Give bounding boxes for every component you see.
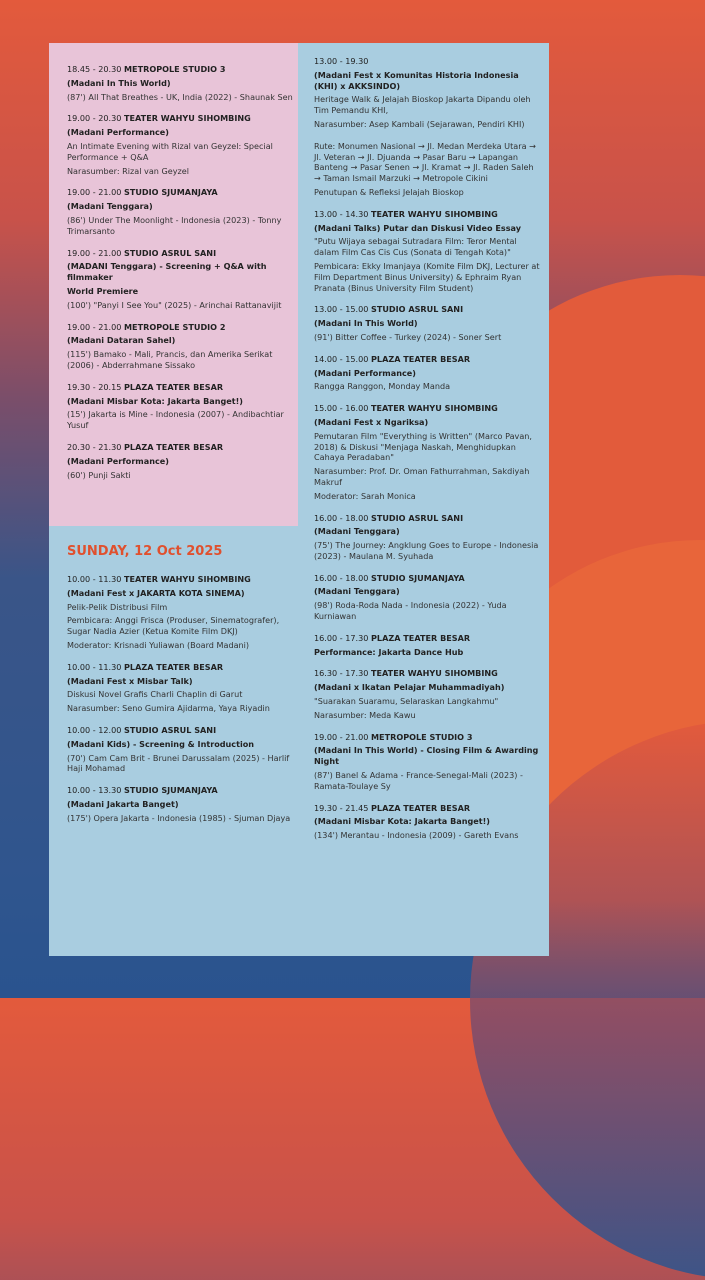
entry-detail: (134') Merantau - Indonesia (2009) - Gareth Evans bbox=[314, 830, 519, 841]
entry-program: (Madani Performance) bbox=[314, 367, 416, 378]
entry-venue: PLAZA TEATER BESAR bbox=[370, 353, 471, 364]
entry-header bbox=[67, 574, 293, 585]
entry-header bbox=[67, 442, 293, 453]
entry-program: (MADANI Tenggara) - Screening + Q&A with filmmaker bbox=[67, 261, 267, 283]
entry-detail: "Suarakan Suaramu, Selaraskan Langkahmu" bbox=[314, 696, 499, 707]
entry-detail: (87') All That Breathes - UK, India (2022) - Shaunak Sen bbox=[67, 91, 293, 102]
entry-program: (Madani x Ikatan Pelajar Muhammadiyah) bbox=[314, 682, 505, 693]
entry-time: 19.00 - 21.00 bbox=[67, 247, 124, 258]
entry-spacer bbox=[314, 130, 540, 138]
schedule-entry bbox=[67, 382, 293, 431]
entry-header bbox=[314, 403, 540, 414]
entry-header bbox=[314, 354, 540, 365]
entry-venue: STUDIO SJUMANJAYA bbox=[370, 572, 465, 583]
entry-venue: METROPOLE STUDIO 3 bbox=[370, 731, 473, 742]
entry-header bbox=[314, 573, 540, 584]
entry-program: (Madani Fest x Komunitas Historia Indonesia (KHI) x AKKSINDO) bbox=[314, 69, 519, 91]
schedule-column-left bbox=[67, 64, 293, 491]
entry-header bbox=[314, 803, 540, 814]
entry-detail: (15') Jakarta is Mine - Indonesia (2007) - Andibachtiar Yusuf bbox=[67, 409, 284, 431]
entry-detail: (86') Under The Moonlight - Indonesia (2023) - Tonny Trimarsanto bbox=[67, 214, 282, 236]
entry-program: (Madani Dataran Sahel) bbox=[67, 335, 176, 346]
entry-time: 10.00 - 11.30 bbox=[67, 661, 124, 672]
entry-header bbox=[314, 668, 540, 679]
entry-header bbox=[314, 633, 540, 644]
entry-time: 14.00 - 15.00 bbox=[314, 353, 371, 364]
entry-program: (Madani Tenggara) bbox=[314, 526, 400, 537]
entry-time: 19.00 - 21.00 bbox=[314, 731, 371, 742]
entry-time: 19.30 - 21.45 bbox=[314, 802, 371, 813]
entry-detail: Narasumber: Rizal van Geyzel bbox=[67, 165, 190, 176]
entry-program: (Madani Talks) Putar dan Diskusi Video Essay bbox=[314, 222, 521, 233]
entry-venue: TEATER WAHYU SIHOMBING bbox=[370, 668, 498, 679]
entry-time: 20.30 - 21.30 bbox=[67, 441, 124, 452]
entry-time: 19.30 - 20.15 bbox=[67, 381, 124, 392]
entry-detail: (75') The Journey: Angklung Goes to Europe - Indonesia (2023) - Maulana M. Syuhada bbox=[314, 540, 539, 561]
day-title: SUNDAY, 12 Oct 2025 bbox=[67, 544, 223, 559]
schedule-column-right bbox=[314, 56, 540, 852]
schedule-entry bbox=[67, 248, 293, 311]
entry-program: (Madani Fest x Misbar Talk) bbox=[67, 675, 193, 686]
entry-detail: An Intimate Evening with Rizal van Geyzel: Special Performance + Q&A bbox=[67, 140, 273, 162]
entry-time: 13.00 - 15.00 bbox=[314, 304, 371, 315]
entry-program: Performance: Jakarta Dance Hub bbox=[314, 646, 464, 657]
entry-venue: STUDIO ASRUL SANI bbox=[123, 724, 217, 735]
entry-header bbox=[314, 209, 540, 220]
entry-time: 19.00 - 21.00 bbox=[67, 321, 124, 332]
entry-header bbox=[67, 248, 293, 259]
entry-time: 16.30 - 17.30 bbox=[314, 668, 371, 679]
entry-venue: PLAZA TEATER BESAR bbox=[370, 802, 471, 813]
entry-time: 16.00 - 18.00 bbox=[314, 572, 371, 583]
entry-time: 16.00 - 17.30 bbox=[314, 632, 371, 643]
entry-detail: Heritage Walk & Jelajah Bioskop Jakarta Dipandu oleh Tim Pemandu KHI, bbox=[314, 94, 531, 116]
schedule-entry bbox=[314, 354, 540, 392]
schedule-entry bbox=[314, 633, 540, 658]
entry-header bbox=[67, 662, 293, 673]
entry-detail: (100') "Panyi I See You" (2025) - Arinchai Rattanavijit bbox=[67, 299, 282, 310]
schedule-entry bbox=[314, 209, 540, 294]
entry-detail: Diskusi Novel Grafis Charli Chaplin di Garut bbox=[67, 689, 243, 700]
schedule-entry bbox=[314, 668, 540, 720]
entry-venue: STUDIO ASRUL SANI bbox=[370, 512, 464, 523]
entry-venue: TEATER WAHYU SIHOMBING bbox=[123, 113, 251, 124]
entry-detail: Rute: Monumen Nasional → Jl. Medan Merdeka Utara → Jl. Veteran → Jl. Djuanda → Pasar Baru → Lapangan Banteng → Pasar Senen → Jl. Kramat → Jl. Raden Saleh → Taman Ismail Marzuki → Metropole Cikini bbox=[314, 140, 536, 184]
entry-header bbox=[67, 64, 293, 75]
entry-detail: Moderator: Sarah Monica bbox=[314, 490, 416, 501]
entry-detail: "Putu Wijaya sebagai Sutradara Film: Teror Mental dalam Film Cas Cis Cus (Sonata di Tengah Kota)" bbox=[314, 236, 517, 258]
entry-venue: STUDIO ASRUL SANI bbox=[370, 304, 464, 315]
schedule-entry bbox=[314, 573, 540, 622]
entry-time: 15.00 - 16.00 bbox=[314, 403, 371, 414]
entry-venue: METROPOLE STUDIO 2 bbox=[123, 321, 226, 332]
entry-header bbox=[67, 725, 293, 736]
entry-header bbox=[67, 322, 293, 333]
entry-detail: (115') Bamako - Mali, Prancis, dan Amerika Serikat (2006) - Abderrahmane Sissako bbox=[67, 349, 273, 370]
entry-detail: Rangga Ranggon, Monday Manda bbox=[314, 381, 451, 392]
schedule-entry bbox=[67, 187, 293, 236]
entry-detail: Pemutaran Film "Everything is Written" (Marco Pavan, 2018) & Diskusi "Menjaga Naskah, Menghidupkan Cahaya Peradaban" bbox=[314, 430, 533, 463]
entry-detail: (70') Cam Cam Brit - Brunei Darussalam (2025) - Harlif Haji Mohamad bbox=[67, 752, 290, 774]
schedule-entry bbox=[314, 803, 540, 841]
entry-venue: METROPOLE STUDIO 3 bbox=[123, 64, 226, 74]
entry-program: (Madani Tenggara) bbox=[67, 201, 153, 212]
schedule-entry bbox=[67, 725, 293, 774]
entry-time: 10.00 - 11.30 bbox=[67, 574, 124, 584]
entry-program: (Madani In This World) bbox=[67, 77, 171, 88]
entry-header bbox=[67, 785, 293, 796]
entry-venue: STUDIO SJUMANJAYA bbox=[123, 785, 218, 796]
schedule-entry bbox=[314, 304, 540, 342]
entry-time: 18.45 - 20.30 bbox=[67, 64, 124, 74]
entry-detail: World Premiere bbox=[67, 285, 139, 296]
entry-program: (Madani Tenggara) bbox=[314, 586, 400, 597]
schedule-entry bbox=[314, 513, 540, 562]
schedule-column-sunday bbox=[67, 574, 293, 835]
entry-detail: Narasumber: Asep Kambali (Sejarawan, Pendiri KHI) bbox=[314, 118, 525, 129]
schedule-entry bbox=[67, 322, 293, 371]
entry-detail: Pembicara: Ekky Imanjaya (Komite Film DKJ, Lecturer at Film Department Binus University) & Ephraim Ryan Pranata (Binus University Film Student) bbox=[314, 260, 540, 293]
entry-time: 10.00 - 13.30 bbox=[67, 785, 124, 796]
entry-venue: TEATER WAHYU SIHOMBING bbox=[370, 403, 498, 414]
entry-venue: PLAZA TEATER BESAR bbox=[123, 381, 224, 392]
entry-program: (Madani In This World) bbox=[314, 318, 418, 329]
schedule-entry bbox=[314, 56, 540, 198]
entry-header bbox=[67, 113, 293, 124]
entry-header bbox=[67, 187, 293, 198]
entry-venue: PLAZA TEATER BESAR bbox=[370, 632, 471, 643]
entry-program: (Madani Fest x JAKARTA KOTA SINEMA) bbox=[67, 587, 245, 598]
entry-program: (Madani Misbar Kota: Jakarta Banget!) bbox=[314, 816, 491, 827]
entry-header bbox=[314, 513, 540, 524]
entry-program: (Madani Misbar Kota: Jakarta Banget!) bbox=[67, 395, 244, 406]
schedule-entry bbox=[314, 732, 540, 792]
entry-header bbox=[67, 382, 293, 393]
entry-time: 13.00 - 14.30 bbox=[314, 208, 371, 219]
entry-detail: (175') Opera Jakarta - Indonesia (1985) - Sjuman Djaya bbox=[67, 812, 291, 823]
entry-time: 19.00 - 21.00 bbox=[67, 187, 124, 198]
entry-program: (Madani Jakarta Banget) bbox=[67, 798, 179, 809]
schedule-entry bbox=[67, 64, 293, 102]
entry-detail: (87') Banel & Adama - France-Senegal-Mali (2023) - Ramata-Toulaye Sy bbox=[314, 770, 523, 791]
schedule-entry bbox=[67, 662, 293, 714]
entry-venue: TEATER WAHYU SIHOMBING bbox=[370, 208, 498, 219]
entry-venue: TEATER WAHYU SIHOMBING bbox=[123, 574, 251, 584]
entry-program: (Madani Performance) bbox=[67, 455, 169, 466]
schedule-entry bbox=[67, 574, 293, 651]
entry-detail: (91') Bitter Coffee - Turkey (2024) - Soner Sert bbox=[314, 331, 502, 342]
entry-detail: (98') Roda-Roda Nada - Indonesia (2022) - Yuda Kurniawan bbox=[314, 600, 507, 622]
schedule-entry bbox=[67, 785, 293, 823]
entry-header bbox=[314, 56, 540, 67]
entry-time: 10.00 - 12.00 bbox=[67, 724, 124, 735]
entry-detail: Moderator: Krisnadi Yuliawan (Board Madani) bbox=[67, 639, 250, 650]
entry-detail: Narasumber: Seno Gumira Ajidarma, Yaya Riyadin bbox=[67, 703, 270, 714]
entry-venue: STUDIO ASRUL SANI bbox=[123, 247, 217, 258]
entry-header bbox=[314, 732, 540, 743]
entry-time: 19.00 - 20.30 bbox=[67, 113, 124, 124]
entry-time: 16.00 - 18.00 bbox=[314, 512, 371, 523]
entry-program: (Madani In This World) - Closing Film & Awarding Night bbox=[314, 745, 539, 767]
entry-detail: Narasumber: Prof. Dr. Oman Fathurrahman, Sakdiyah Makruf bbox=[314, 466, 530, 487]
entry-venue: PLAZA TEATER BESAR bbox=[123, 441, 224, 452]
entry-header bbox=[314, 304, 540, 315]
entry-detail: Pembicara: Anggi Frisca (Produser, Sinematografer), Sugar Nadia Azier (Ketua Komite Film DKJ) bbox=[67, 615, 280, 637]
entry-program: (Madani Performance) bbox=[67, 127, 169, 138]
schedule-entry bbox=[67, 442, 293, 480]
entry-detail: Narasumber: Meda Kawu bbox=[314, 709, 416, 720]
entry-program: (Madani Fest x Ngariksa) bbox=[314, 416, 429, 427]
entry-program: (Madani Kids) - Screening & Introduction bbox=[67, 738, 255, 749]
entry-time: 13.00 - 19.30 bbox=[314, 56, 369, 66]
entry-detail: (60') Punji Sakti bbox=[67, 469, 131, 480]
schedule-entry bbox=[314, 403, 540, 501]
entry-detail: Penutupan & Refleksi Jelajah Bioskop bbox=[314, 186, 464, 197]
entry-venue: STUDIO SJUMANJAYA bbox=[123, 187, 218, 198]
schedule-entry bbox=[67, 113, 293, 176]
entry-detail: Pelik-Pelik Distribusi Film bbox=[67, 601, 168, 612]
entry-venue: PLAZA TEATER BESAR bbox=[123, 661, 224, 672]
